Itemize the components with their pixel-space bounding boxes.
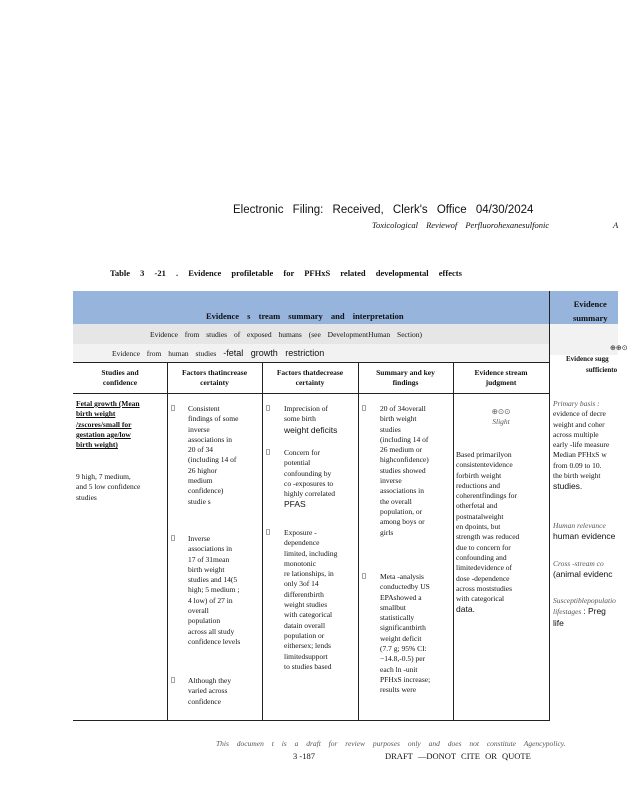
filing-stamp: Electronic Filing: Received, Clerk's Office 04/30/2024 — [233, 204, 534, 216]
bullet-glyph-icon: ▯ — [171, 533, 176, 542]
col-divider-5 — [549, 291, 550, 720]
decrease-item-3: Exposure - dependence limited, including monotonic re lationships, in only 3of 14 differentbirth weight studies with categorical datain overall population or eithersex; lends limitedsupport to studies based — [284, 528, 338, 671]
band-right-title: Evidence summary — [573, 299, 608, 323]
right-human-relevance: Human relevance human evidence — [553, 521, 616, 542]
col-header-decrease: Factors thatdecrease certainty — [276, 368, 344, 387]
col-divider-1 — [167, 362, 168, 720]
subheader-fetal-growth: Evidence from human studies -fetal growth restriction — [112, 348, 325, 358]
bullet-glyph-icon: ▯ — [362, 571, 367, 580]
subheader-human-studies: Evidence from studies of exposed humans (see DevelopmentHuman Section) — [150, 330, 423, 339]
studies-endpoint: Fetal growth (Mean birth weight /zscores/small for gestation age/low birth weight) — [76, 399, 140, 450]
rule-bottom — [73, 720, 550, 721]
rule-head — [73, 393, 550, 394]
bullet-glyph-icon: ▯ — [171, 675, 176, 684]
running-title: Toxicological Reviewof Perfluorohexanesulfonic — [372, 220, 550, 230]
band-title: Evidence s tream summary and interpretation — [206, 311, 404, 321]
rule-top — [73, 362, 550, 363]
summary-item-2: Meta -analysis conductedby US EPAshowed a smallbut statistically significantbirth weight deficit (7.7 g; 95% CI: −14.8,-0.5) per each ln -unit PFHxS increase; results were — [380, 572, 431, 695]
col-header-judgment: Evidence stream judgment — [474, 368, 528, 387]
table-caption: Table 3 -21 . Evidence profiletable for PFHxS related developmental effects — [110, 268, 462, 278]
judgment-symbols: ⊕⊙⊙ Slight — [491, 407, 511, 427]
footer-disclaimer: This documen t is a draft for review purposes only and does not constitute Agencypolicy. — [216, 739, 566, 748]
judgment-text: Based primarilyon consistentevidence forbirth weight reductions and coherentfindings for otherfetal and postnatalweight en dpoints, but strength was reduced due to concern for confounding and limitedevidence of dose -dependence across moststudies with categorical data. — [456, 450, 520, 615]
page-number: 3 -187 — [293, 751, 315, 761]
right-cross-stream: Cross -stream co (animal evidenc — [553, 559, 613, 580]
draft-notice: DRAFT —DONOT CITE OR QUOTE — [385, 751, 531, 761]
col-header-increase: Factors thatincrease certainty — [181, 368, 248, 387]
col-divider-2 — [262, 362, 263, 720]
bullet-glyph-icon: ▯ — [171, 403, 176, 412]
bullet-glyph-icon: ▯ — [266, 527, 271, 536]
col-header-studies: Studies and confidence — [101, 368, 139, 387]
increase-item-3: Although they varied across confidence — [188, 676, 232, 706]
bullet-glyph-icon: ▯ — [266, 403, 271, 412]
increase-item-1: Consistent findings of some inverse associations in 20 of 34 (including 14 of 26 highor medium confidence) studie s — [188, 404, 239, 506]
increase-item-2: Inverse associations in 17 of 31mean birth weight studies and 14(5 high; 5 medium ; 4 low) of 27 in overall population across all study confidence levels — [188, 534, 241, 646]
right-primary-basis: Primary basis : evidence of decre weight and coher across multiple early -life measure Median PFHxS w from 0.09 to 10. the birth weight studies. — [553, 399, 610, 492]
decrease-item-2: Concern for potential confounding by co -exposures to highly correlated PFAS — [284, 448, 336, 510]
col-divider-3 — [358, 362, 359, 720]
right-susceptible: Susceptiblepopulatio lifestages : Preg life — [553, 596, 616, 628]
bullet-glyph-icon: ▯ — [266, 447, 271, 456]
decrease-item-1: Imprecision of some birth weight deficits — [284, 404, 338, 435]
right-column-header: ⊕⊕⊙ Evidence sugg sufficiento — [566, 344, 628, 374]
running-title-edge: A — [613, 220, 619, 230]
bullet-glyph-icon: ▯ — [362, 403, 367, 412]
col-header-summary: Summary and key findings — [376, 368, 435, 387]
studies-confidence: 9 high, 7 medium, and 5 low confidence studies — [76, 472, 141, 502]
summary-item-1: 20 of 34overall birth weight studies (including 14 of 26 medium or highconfidence) studies showed inverse associations in the overall population, or among boys or girls — [380, 404, 429, 537]
